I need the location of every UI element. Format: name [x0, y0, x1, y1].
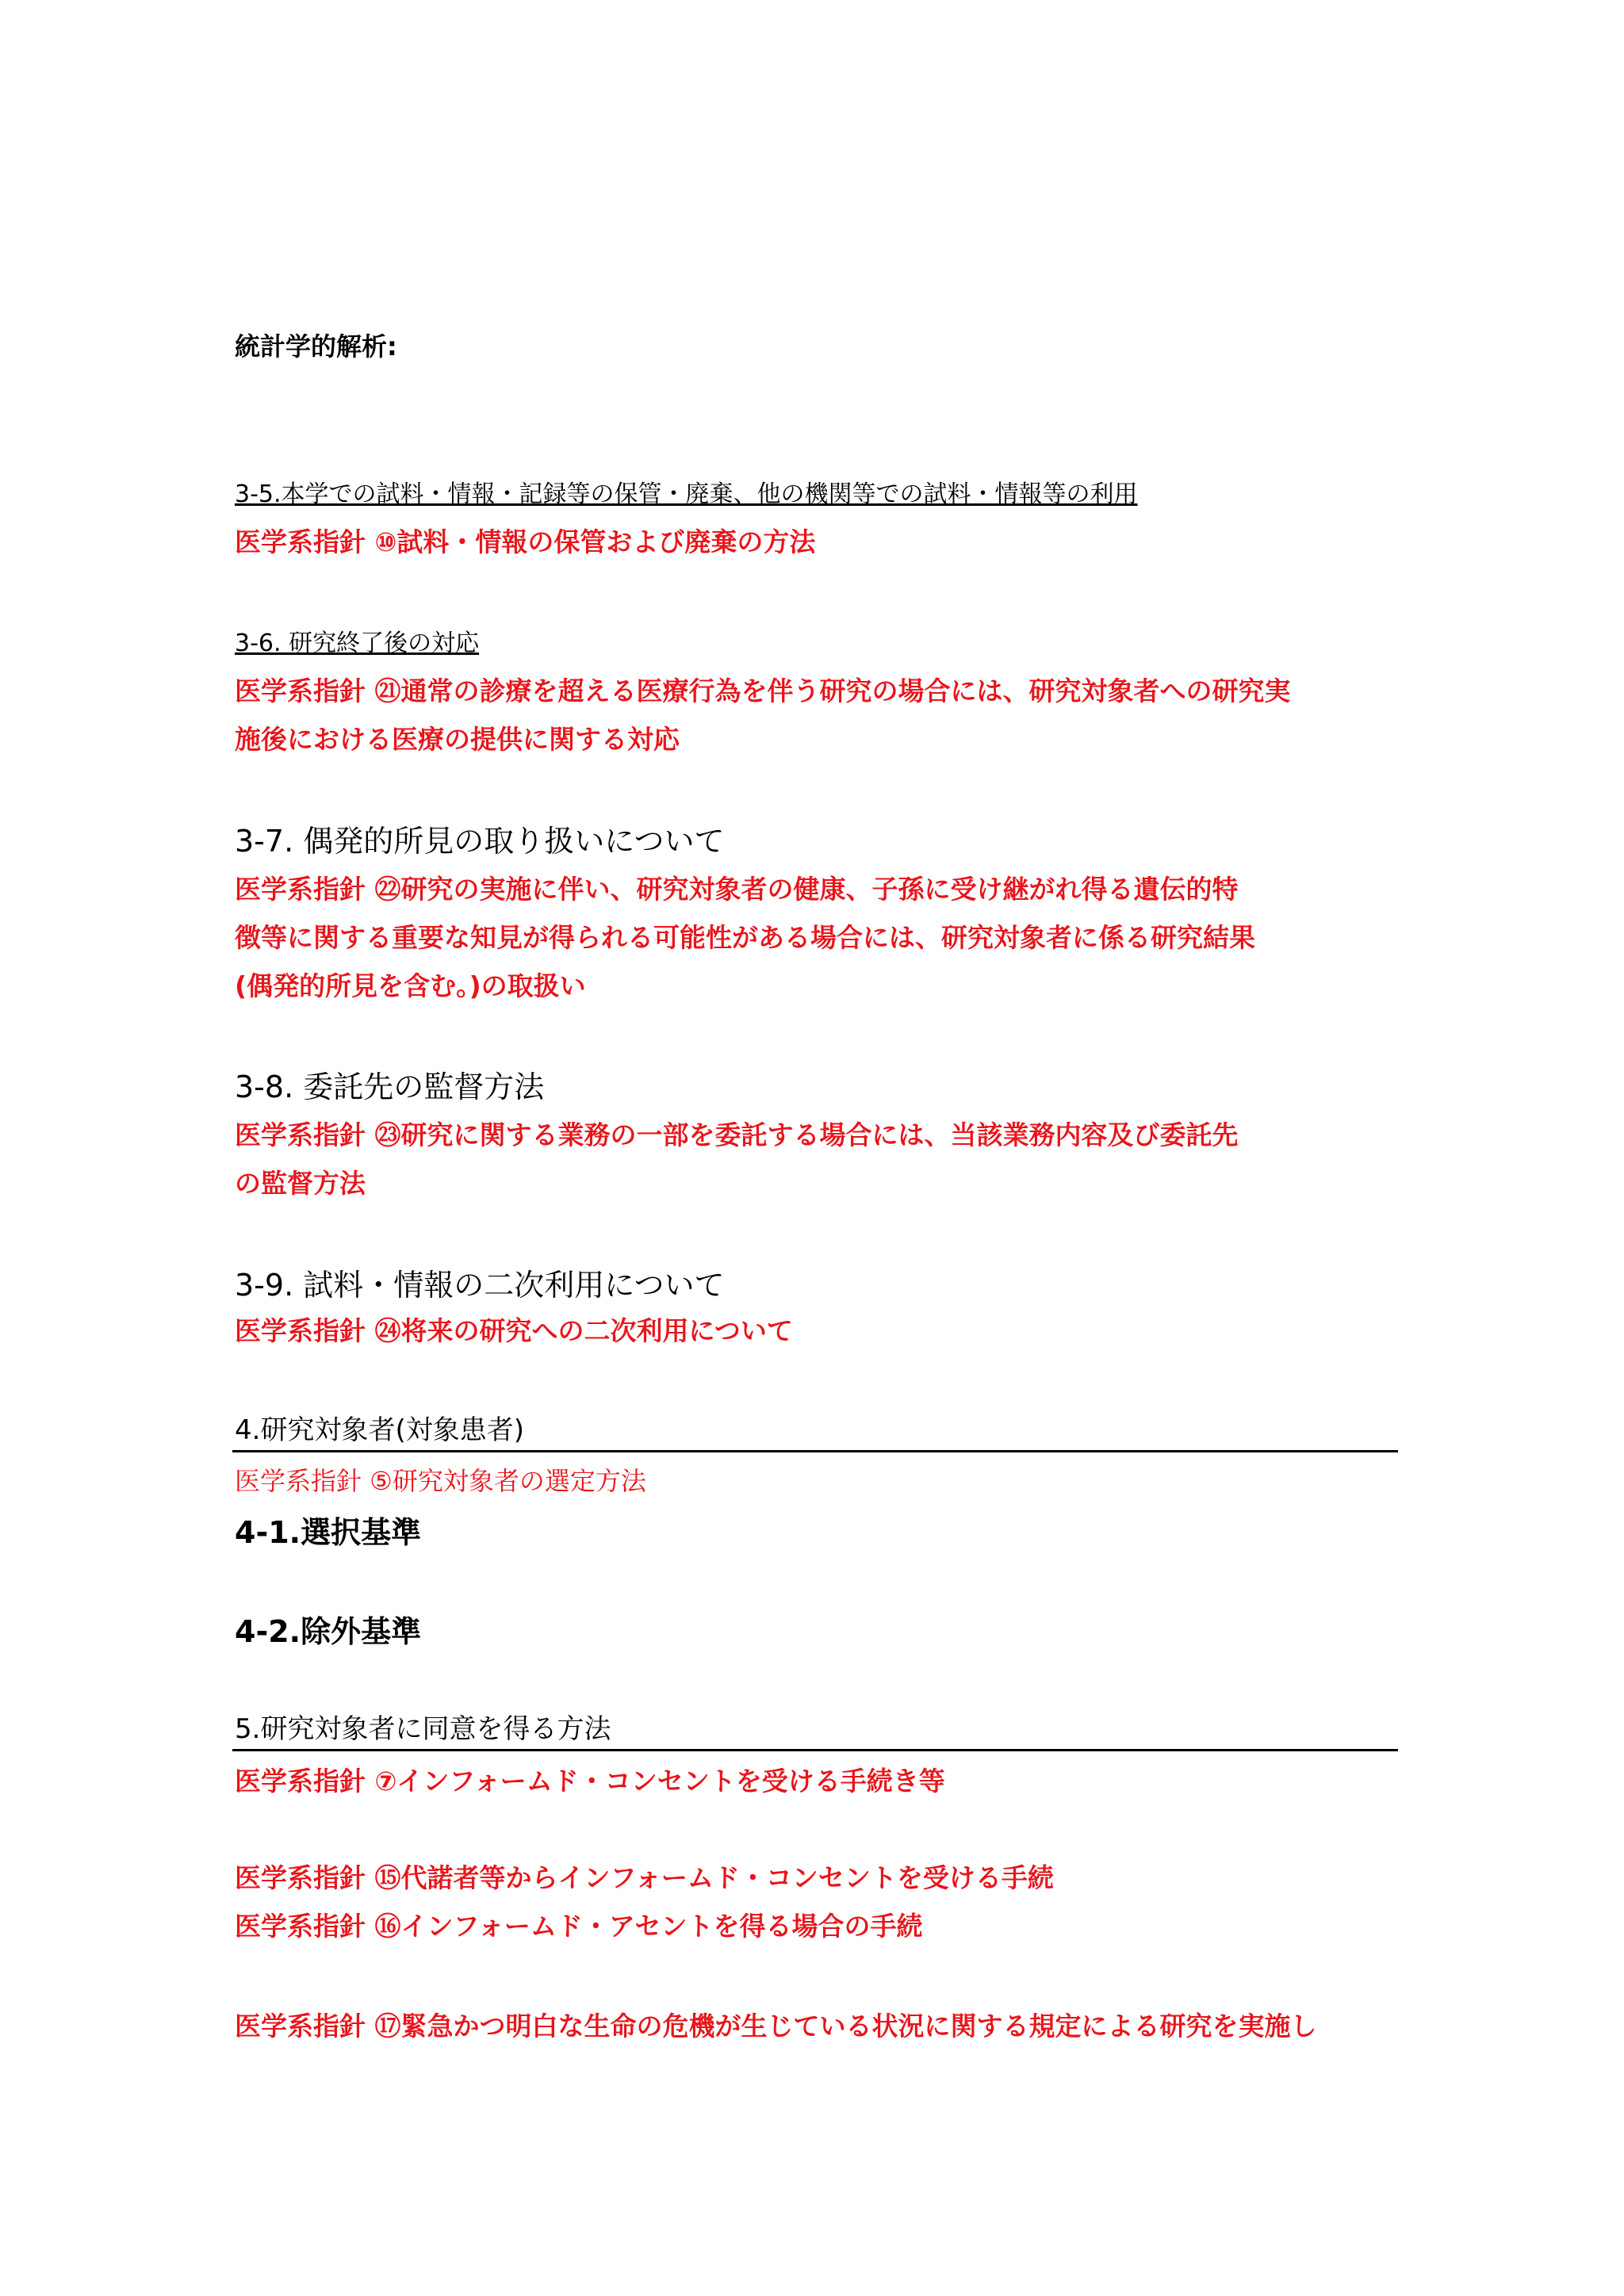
section-4-guideline: 医学系指針 ⑤研究対象者の選定方法: [235, 1466, 646, 1496]
section-3-7-heading: 3-7. 偶発的所見の取り扱いについて: [235, 824, 725, 859]
statistical-analysis-label: 統計学的解析:: [235, 331, 397, 362]
section-3-5-guideline: 医学系指針 ⑩試料・情報の保管および廃棄の方法: [235, 526, 816, 557]
section-3-8-guideline-line1: 医学系指針 ㉓研究に関する業務の一部を委託する場合には、当該業務内容及び委託先: [235, 1119, 1239, 1150]
section-4-2-heading: 4-2.除外基準: [235, 1614, 422, 1649]
section-4-heading: 4.研究対象者(対象患者): [235, 1414, 524, 1446]
section-4-1-heading: 4-1.選択基準: [235, 1515, 422, 1550]
section-5-guideline-17: 医学系指針 ⑰緊急かつ明白な生命の危機が生じている状況に関する規定による研究を実施し: [235, 2011, 1317, 2042]
section-3-7-guideline-line2: 徴等に関する重要な知見が得られる可能性がある場合には、研究対象者に係る研究結果: [235, 922, 1255, 953]
section-3-6-guideline-line1: 医学系指針 ㉑通常の診療を超える医療行為を伴う研究の場合には、研究対象者への研究実: [235, 675, 1291, 706]
section-3-7-guideline-line1: 医学系指針 ㉒研究の実施に伴い、研究対象者の健康、子孫に受け継がれ得る遺伝的特: [235, 874, 1239, 905]
section-3-9-guideline: 医学系指針 ㉔将来の研究への二次利用について: [235, 1315, 793, 1346]
section-3-8-heading: 3-8. 委託先の監督方法: [235, 1070, 545, 1104]
section-5-guideline-7: 医学系指針 ⑦インフォームド・コンセントを受ける手続き等: [235, 1766, 945, 1797]
section-3-7-guideline-line3: (偶発的所見を含む。)の取扱い: [235, 970, 586, 1001]
section-3-6-guideline-line2: 施後における医療の提供に関する対応: [235, 724, 680, 755]
section-3-5-heading: 3-5.本学での試料・情報・記録等の保管・廃棄、他の機関等での試料・情報等の利用: [235, 480, 1138, 508]
section-5-guideline-16: 医学系指針 ⑯インフォームド・アセントを得る場合の手続: [235, 1911, 923, 1942]
section-5-guideline-15: 医学系指針 ⑮代諾者等からインフォームド・コンセントを受ける手続: [235, 1862, 1054, 1893]
section-3-6-heading: 3-6. 研究終了後の対応: [235, 629, 480, 657]
section-3-8-guideline-line2: の監督方法: [235, 1168, 366, 1199]
section-3-9-heading: 3-9. 試料・情報の二次利用について: [235, 1268, 725, 1303]
section-4-rule: [232, 1450, 1398, 1452]
section-5-heading: 5.研究対象者に同意を得る方法: [235, 1713, 611, 1745]
section-5-rule: [232, 1749, 1398, 1751]
